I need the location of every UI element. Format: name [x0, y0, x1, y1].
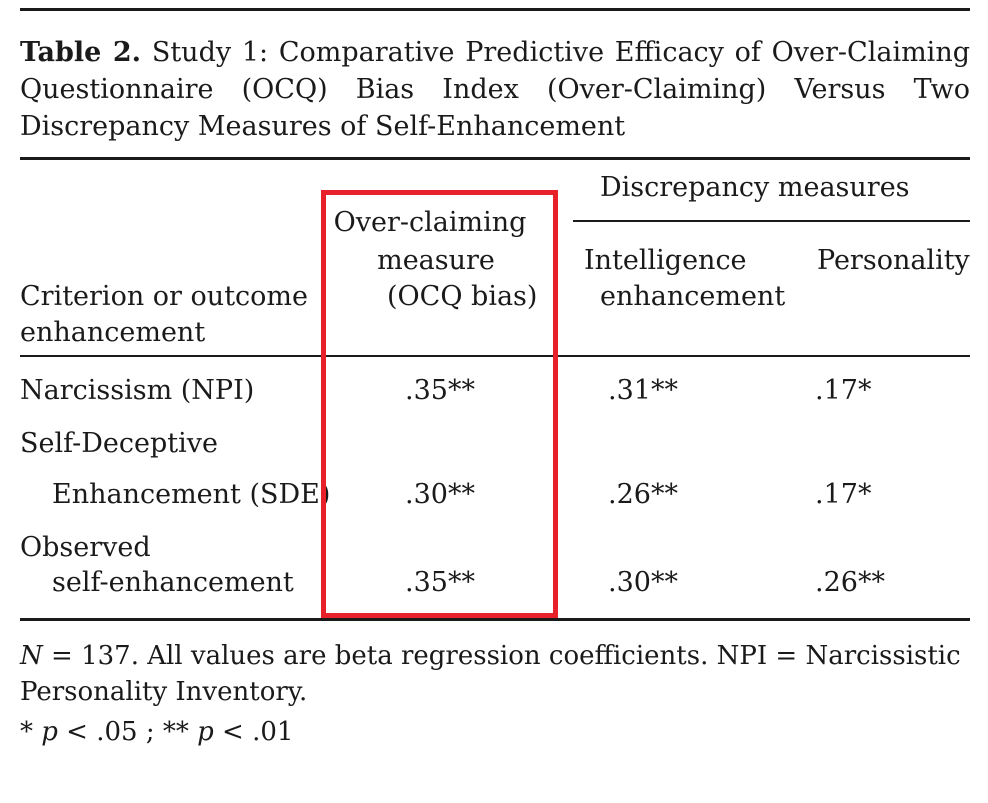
sig2-value: < .01	[213, 717, 294, 747]
top-rule	[20, 8, 970, 11]
significance-note	[20, 714, 293, 750]
ocq-column-highlight-box	[321, 190, 558, 618]
row-label-observed-line2: self-enhancement	[52, 567, 294, 598]
cell-intel-narcissism: .31**	[608, 375, 678, 406]
note-line1-text: = 137. All values are beta regression coefficients. NPI = Narcissistic	[42, 641, 961, 671]
sig1-p: p	[41, 717, 58, 747]
cell-pers-narcissism: .17*	[815, 375, 872, 406]
col-header-ocq-line3: (OCQ bias)	[387, 281, 538, 312]
caption-label: Table 2.	[20, 37, 142, 68]
cell-pers-sde: .17*	[815, 479, 872, 510]
bottom-rule	[20, 618, 970, 621]
col-header-ocq-line2: measure	[377, 245, 495, 276]
col-header-personality: Personality	[817, 245, 970, 276]
caption-text: Study 1: Comparative Predictive Efficacy of Over-Claiming Questionnaire (OCQ) Bias Index (Over-Claiming) Versus Two Discrepancy Measures of Self-Enhancement	[20, 37, 970, 142]
sig1-star: *	[20, 717, 33, 747]
cell-ocq-observed: .35**	[405, 567, 475, 598]
sig2-star: **	[162, 717, 189, 747]
group-header-discrepancy: Discrepancy measures	[600, 172, 910, 203]
note-n-symbol: N	[20, 641, 43, 671]
row-header-line2: enhancement	[20, 317, 206, 348]
col-header-ocq-line1: Over-claiming	[333, 207, 527, 238]
row-label-sde-line2: Enhancement (SDE)	[52, 479, 331, 510]
group-header-rule	[573, 220, 970, 222]
sig2-p: p	[197, 717, 214, 747]
row-label-sde-line1: Self-Deceptive	[20, 428, 218, 459]
cell-intel-sde: .26**	[608, 479, 678, 510]
col-header-intel-line2: enhancement	[600, 281, 786, 312]
table-caption	[20, 34, 970, 145]
cell-ocq-narcissism: .35**	[405, 375, 475, 406]
cell-intel-observed: .30**	[608, 567, 678, 598]
row-header-line1: Criterion or outcome	[20, 281, 308, 312]
row-label-observed-line1: Observed	[20, 532, 151, 563]
cell-pers-observed: .26**	[815, 567, 885, 598]
row-label-narcissism: Narcissism (NPI)	[20, 375, 255, 406]
col-header-intel-line1: Intelligence	[584, 245, 747, 276]
table-note-line1	[20, 638, 961, 674]
caption-rule	[20, 157, 970, 160]
cell-ocq-sde: .30**	[405, 479, 475, 510]
table-note-line2: Personality Inventory.	[20, 677, 308, 707]
sig1-value: < .05 ;	[57, 717, 155, 747]
